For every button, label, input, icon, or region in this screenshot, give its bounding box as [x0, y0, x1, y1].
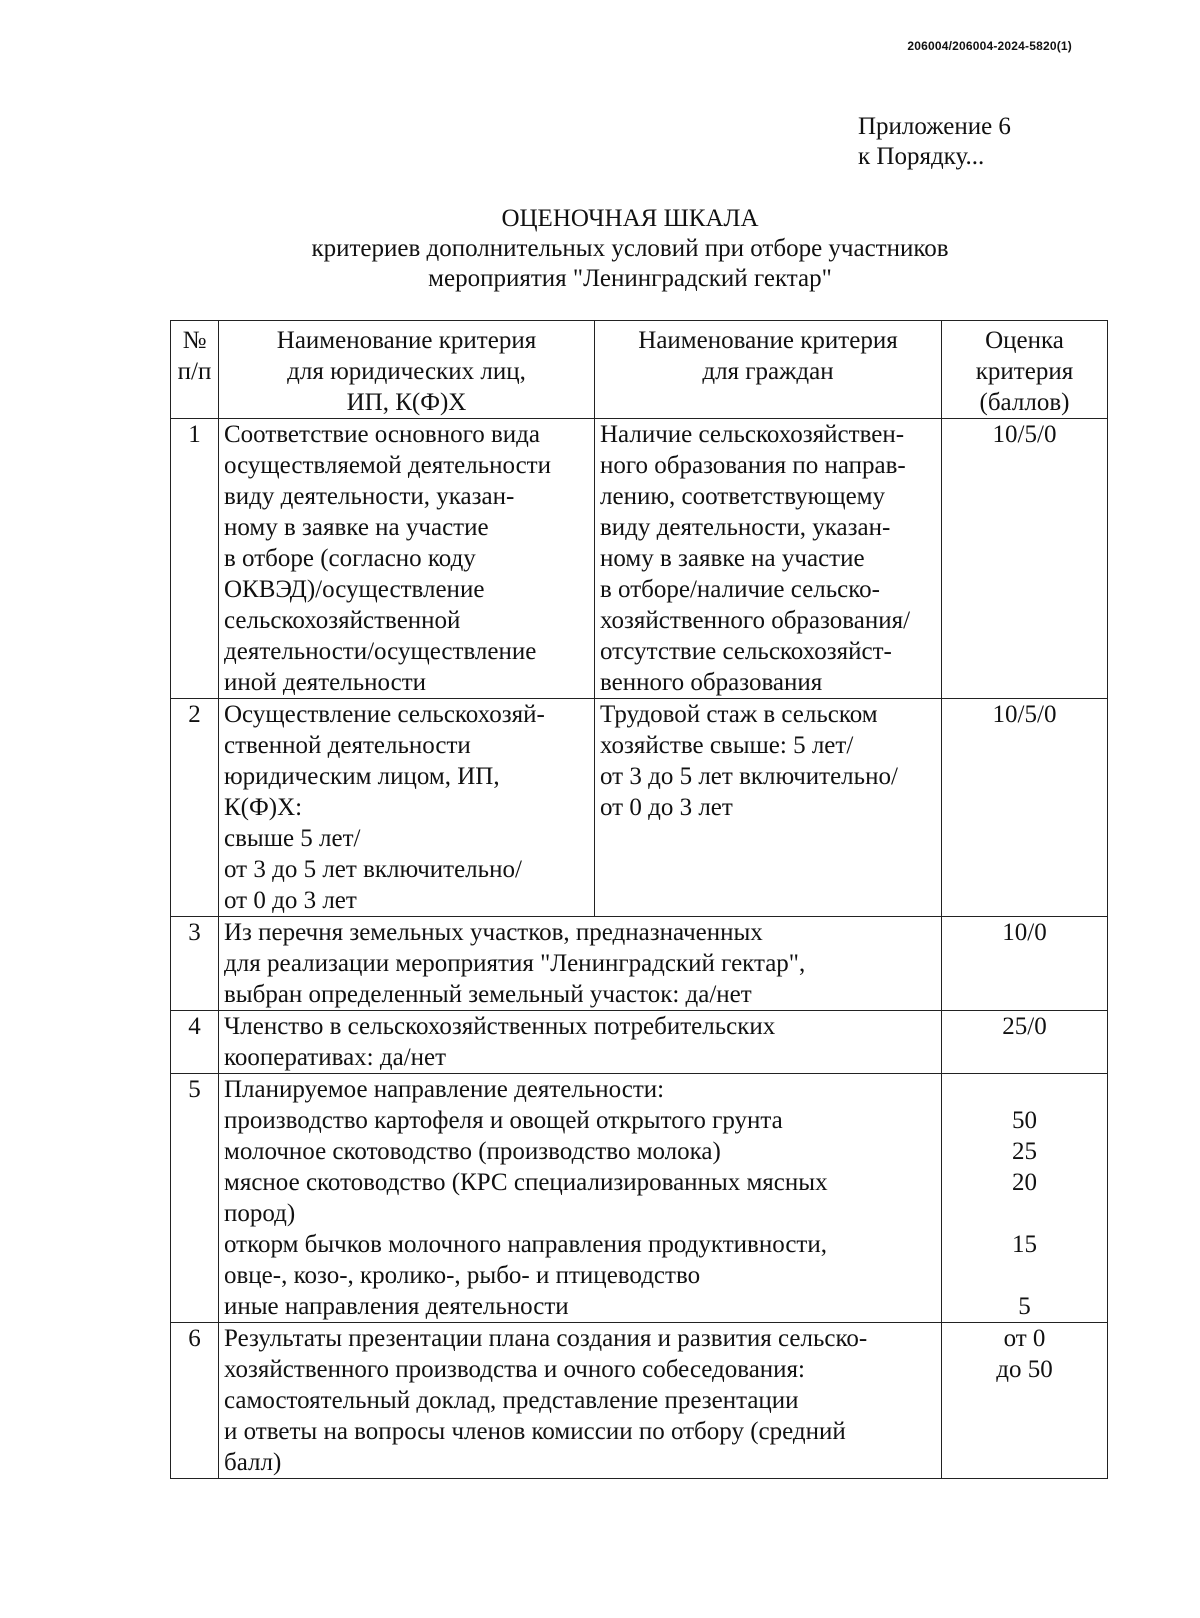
activity-line: Планируемое направление деятельности: — [224, 1076, 665, 1103]
common-criterion: Из перечня земельных участков, предназначенных для реализации мероприятия "Ленинградский гектар", выбран определенный земельный участок: да/нет — [219, 917, 942, 1011]
citizen-criterion: Наличие сельскохозяйствен- ного образования по направ- лению, соответствующему виду деятельности, указан- ному в заявке на участие в отборе/наличие сельско- хозяйственного образования/ отсутствие сельскохозяйст- венного образования — [595, 419, 942, 699]
row-number: 2 — [171, 699, 219, 917]
activity-line: овце-, козо-, кролико-, рыбо- и птицеводство — [224, 1262, 701, 1289]
score-value: 10/0 — [942, 917, 1108, 1011]
score-value: 25/0 — [942, 1011, 1108, 1074]
activity-scores — [942, 1074, 1108, 1323]
table-row — [171, 419, 1108, 699]
activity-score: 50 — [1012, 1107, 1037, 1134]
citizen-criterion: Трудовой стаж в сельском хозяйстве свыше: 5 лет/ от 3 до 5 лет включительно/ от 0 до 3 лет — [595, 699, 942, 917]
activity-line: иные направления деятельности — [224, 1293, 569, 1320]
row-number: 4 — [171, 1011, 219, 1074]
common-criterion: Результаты презентации плана создания и развития сельско- хозяйственного производства и очного собеседования: самостоятельный доклад, представление презентации и ответы на вопросы членов комиссии по отбору (средний балл) — [219, 1323, 942, 1479]
table-header-row — [171, 321, 1108, 419]
title-line-2: критериев дополнительных условий при отборе участников — [311, 235, 949, 262]
activity-score — [947, 1260, 1102, 1291]
table-row — [171, 699, 1108, 917]
score-value: 10/5/0 — [942, 699, 1108, 917]
score-value: от 0 до 50 — [942, 1323, 1108, 1479]
header-num: № п/п — [171, 321, 219, 419]
activity-score — [947, 1198, 1102, 1229]
activity-score: 25 — [1012, 1138, 1037, 1165]
activity-score: 15 — [1012, 1231, 1037, 1258]
activity-score: 20 — [1012, 1169, 1037, 1196]
activity-line: производство картофеля и овощей открытого грунта — [224, 1107, 783, 1134]
row-number: 1 — [171, 419, 219, 699]
appendix-line-2: к Порядку... — [858, 143, 985, 170]
appendix-reference — [858, 112, 1011, 172]
score-value: 10/5/0 — [942, 419, 1108, 699]
appendix-line-1: Приложение 6 — [858, 113, 1011, 140]
common-criterion: Членство в сельскохозяйственных потребительских кооперативах: да/нет — [219, 1011, 942, 1074]
table-row — [171, 1323, 1108, 1479]
header-citizen-criteria: Наименование критерия для граждан — [595, 321, 942, 419]
row-number: 3 — [171, 917, 219, 1011]
activity-direction-list — [219, 1074, 942, 1323]
criteria-table — [170, 320, 1108, 1479]
activity-score — [947, 1074, 1102, 1105]
row-number: 6 — [171, 1323, 219, 1479]
row-number: 5 — [171, 1074, 219, 1323]
activity-line: пород) — [224, 1200, 296, 1227]
activity-line: мясное скотоводство (КРС специализированных мясных — [224, 1169, 828, 1196]
document-title — [0, 204, 1200, 294]
header-score: Оценка критерия (баллов) — [942, 321, 1108, 419]
table-row — [171, 917, 1108, 1011]
table-row — [171, 1074, 1108, 1323]
title-main: ОЦЕНОЧНАЯ ШКАЛА — [501, 205, 759, 232]
activity-score: 5 — [1018, 1293, 1031, 1320]
header-legal-criteria: Наименование критерия для юридических лиц, ИП, К(Ф)Х — [219, 321, 595, 419]
activity-line: молочное скотоводство (производство молока) — [224, 1138, 721, 1165]
legal-criterion: Осуществление сельскохозяй- ственной деятельности юридическим лицом, ИП, К(Ф)Х: свыше 5 лет/ от 3 до 5 лет включительно/ от 0 до 3 лет — [219, 699, 595, 917]
document-number: 206004/206004-2024-5820(1) — [907, 39, 1072, 53]
title-line-3: мероприятия "Ленинградский гектар" — [428, 265, 832, 292]
legal-criterion: Соответствие основного вида осуществляемой деятельности виду деятельности, указан- ному в заявке на участие в отборе (согласно коду ОКВЭД)/осуществление сельскохозяйственной деятельности/осуществление иной деятельности — [219, 419, 595, 699]
table-row — [171, 1011, 1108, 1074]
activity-line: откорм бычков молочного направления продуктивности, — [224, 1231, 827, 1258]
